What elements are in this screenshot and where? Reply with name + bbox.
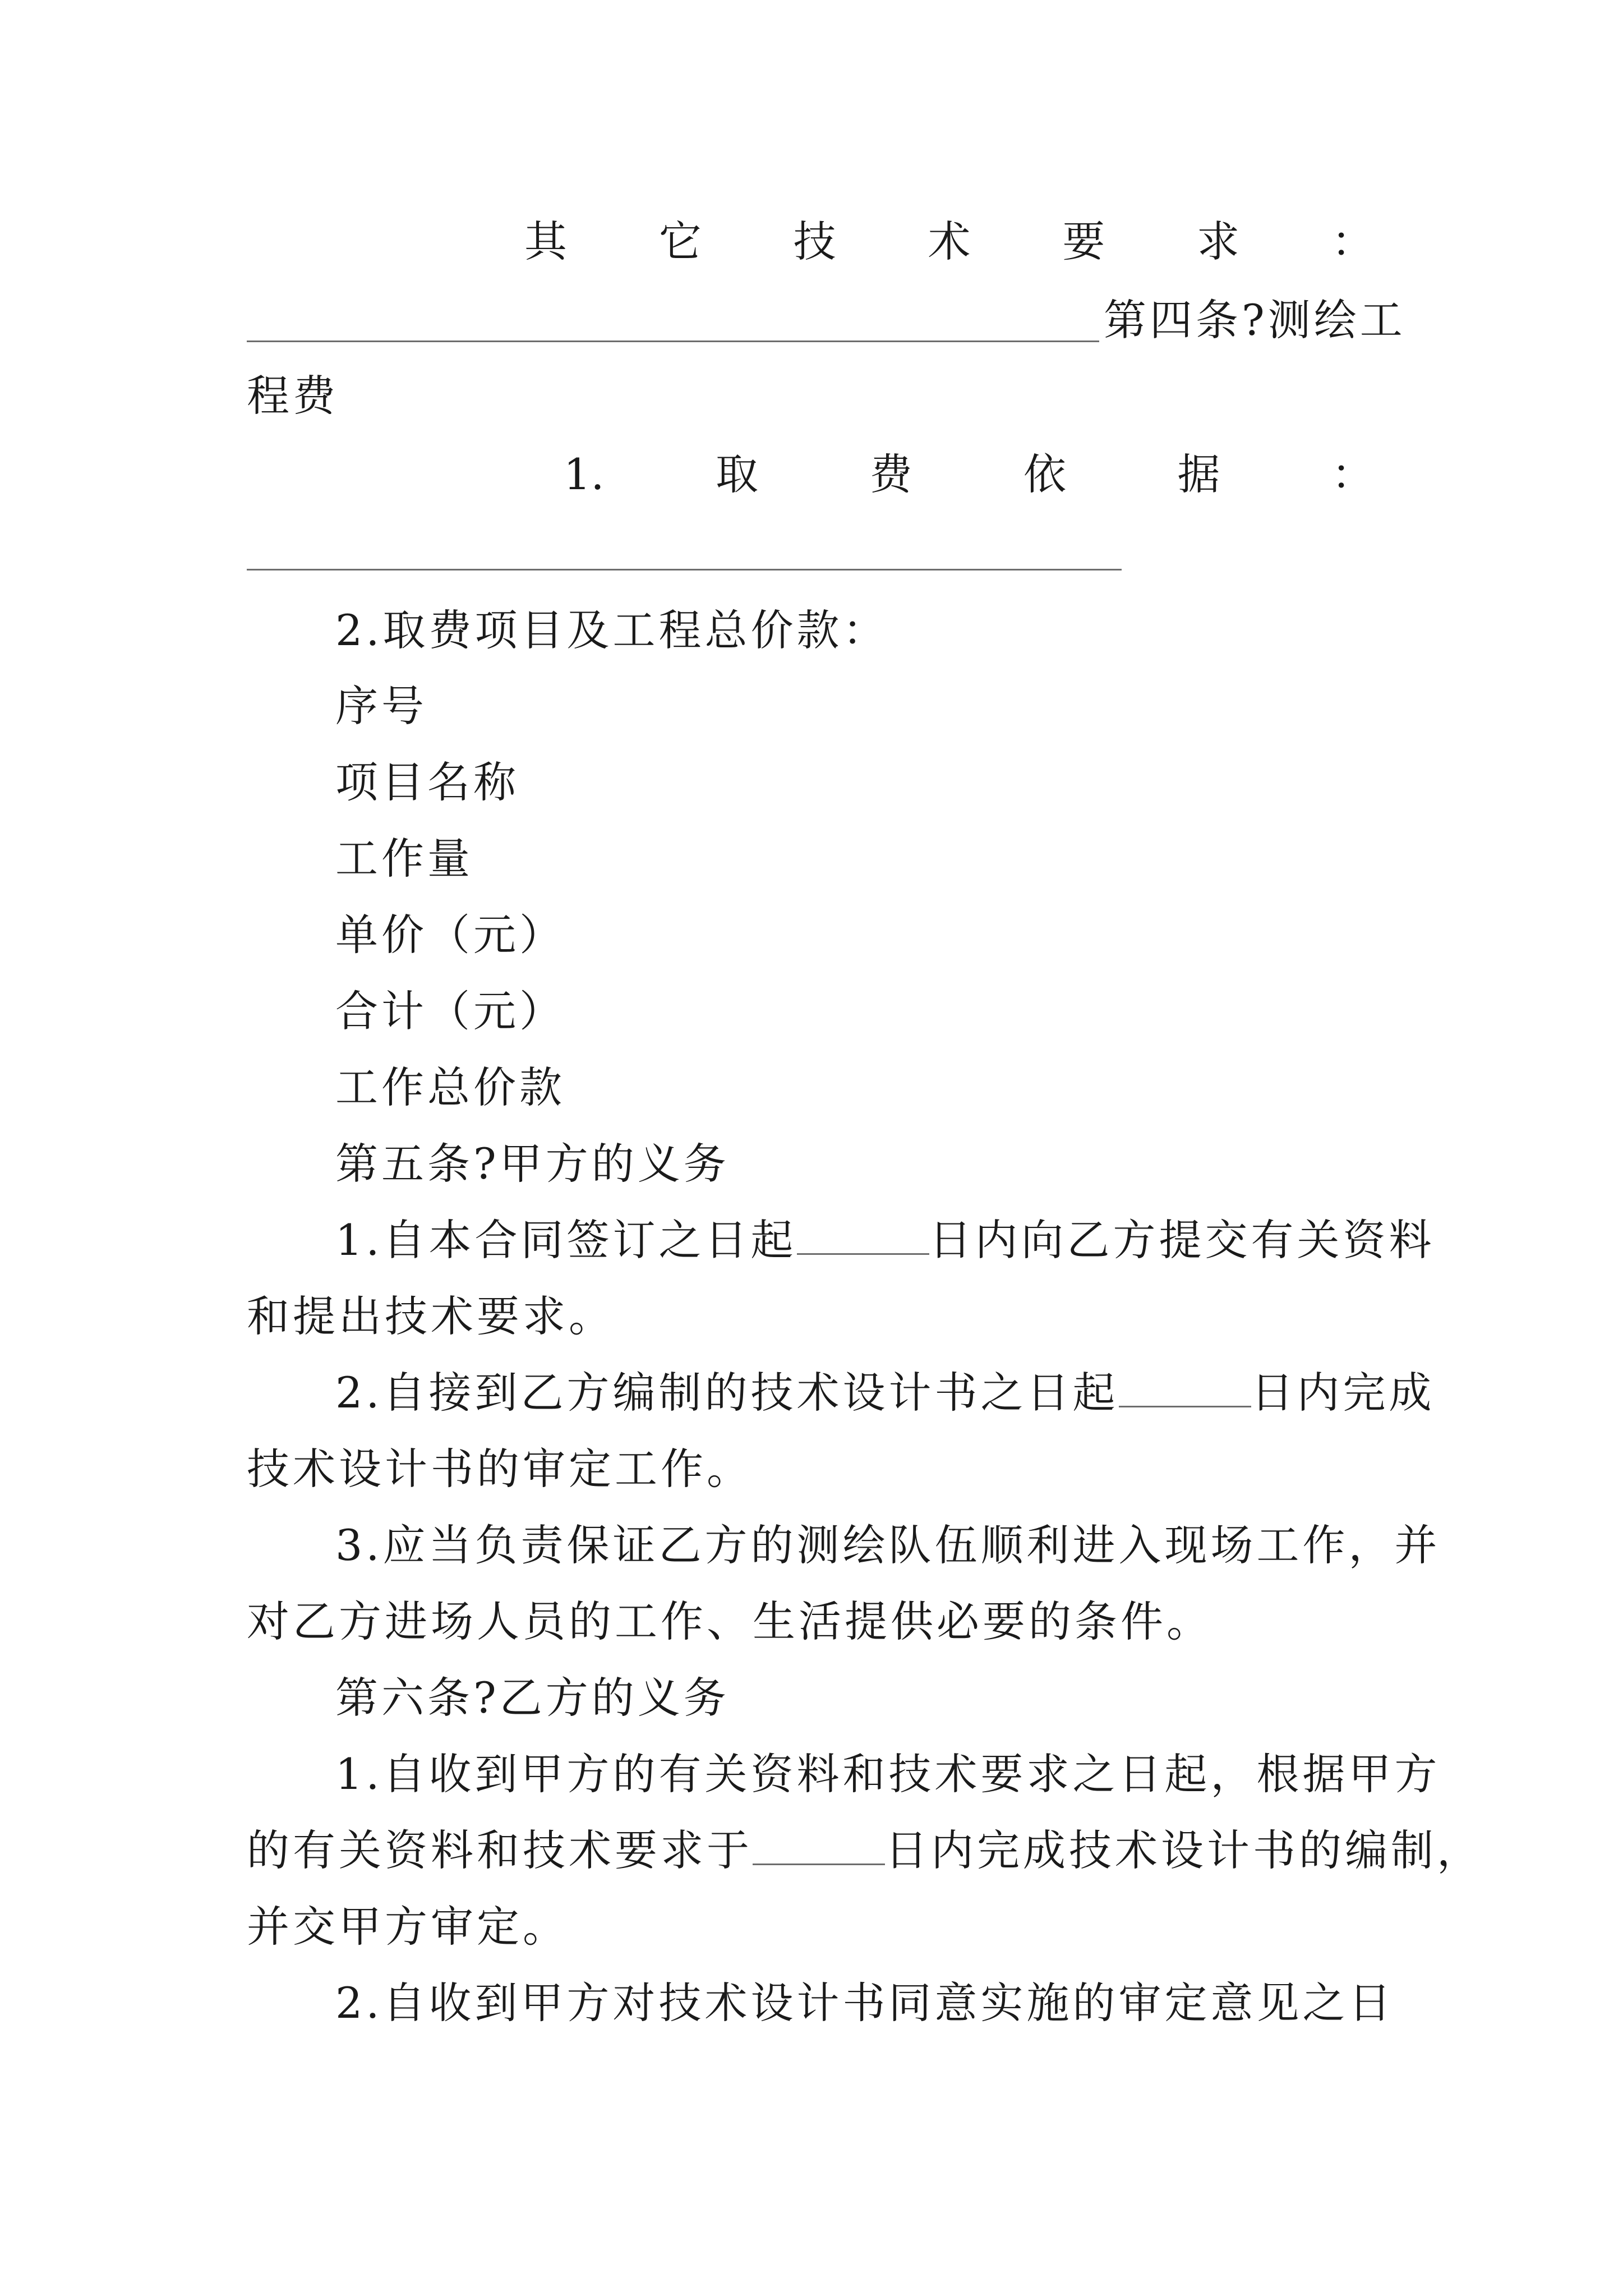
article-6-item-1-line-3: 并交甲方审定。 bbox=[247, 1902, 569, 1952]
tech-requirements-blank bbox=[247, 341, 1099, 342]
article-5-item-2-text-b: 日内完成 bbox=[1251, 1368, 1435, 1418]
article-5-item-2-cont: 技术设计书的审定工作。 bbox=[247, 1444, 753, 1494]
article-5-item-1-cont: 和提出技术要求。 bbox=[247, 1291, 615, 1341]
tech-req-char: 它 bbox=[658, 217, 702, 266]
tech-req-char: 术 bbox=[928, 217, 971, 266]
fee-basis-char: 据 bbox=[1177, 449, 1220, 499]
fee-basis-line bbox=[564, 449, 1374, 500]
fee-basis-char: 取 bbox=[716, 449, 758, 499]
article-5-item-1-text-a: 1.自本合同签订之日起 bbox=[335, 1215, 797, 1265]
article-5-item-2-text-a: 2.自接到乙方编制的技术设计书之日起 bbox=[335, 1368, 1119, 1418]
article-6-item-1-line-1: 1.自收到甲方的有关资料和技术要求之日起，根据甲方 bbox=[335, 1749, 1441, 1799]
article-6-title: 第六条?乙方的义务 bbox=[335, 1673, 730, 1723]
article-6-item-1-text-a: 的有关资料和技术要求于 bbox=[247, 1825, 753, 1875]
article-4-title-part1: 第四条?测绘工 bbox=[1104, 295, 1406, 345]
article-6-item-1-line-2 bbox=[247, 1825, 1483, 1876]
days-blank-field bbox=[797, 1221, 929, 1255]
column-subtotal: 合计（元） bbox=[335, 986, 565, 1036]
fee-basis-char: ： bbox=[1331, 449, 1374, 499]
article-6-item-2-line-1: 2.自收到甲方对技术设计书同意实施的审定意见之日 bbox=[335, 1978, 1395, 2028]
article-5-item-2 bbox=[335, 1367, 1435, 1419]
tech-req-char: 求 bbox=[1197, 217, 1240, 266]
column-serial-no: 序号 bbox=[335, 681, 427, 731]
article-5-item-3-line-2: 对乙方进场人员的工作、生活提供必要的条件。 bbox=[247, 1596, 1212, 1646]
tech-requirements-line bbox=[524, 216, 1374, 268]
column-unit-price: 单价（元） bbox=[335, 910, 565, 960]
tech-req-char: 要 bbox=[1062, 217, 1105, 266]
fee-basis-char: 依 bbox=[1023, 449, 1066, 499]
tech-req-char: ： bbox=[1331, 217, 1374, 266]
article-5-title: 第五条?甲方的义务 bbox=[335, 1139, 730, 1189]
tech-req-char: 技 bbox=[793, 217, 836, 266]
column-item-name: 项目名称 bbox=[335, 757, 519, 807]
article-6-item-1-text-b: 日内完成技术设计书的编制， bbox=[885, 1825, 1483, 1875]
fee-items-heading: 2.取费项目及工程总价款： bbox=[335, 605, 889, 655]
days-blank-field bbox=[753, 1831, 885, 1865]
article-4-title-part2: 程费 bbox=[247, 371, 339, 421]
fee-basis-char: 费 bbox=[869, 449, 912, 499]
column-workload: 工作量 bbox=[335, 834, 473, 884]
article-5-item-1 bbox=[335, 1214, 1435, 1266]
article-5-item-1-text-b: 日内向乙方提交有关资料 bbox=[929, 1215, 1435, 1265]
fee-basis-blank bbox=[247, 569, 1122, 570]
article-5-item-3-line-1: 3.应当负责保证乙方的测绘队伍顺利进入现场工作，并 bbox=[335, 1520, 1441, 1570]
column-total-price: 工作总价款 bbox=[335, 1062, 565, 1112]
fee-basis-char: 1. bbox=[564, 449, 605, 499]
days-blank-field bbox=[1119, 1373, 1251, 1407]
tech-req-char: 其 bbox=[524, 217, 567, 266]
